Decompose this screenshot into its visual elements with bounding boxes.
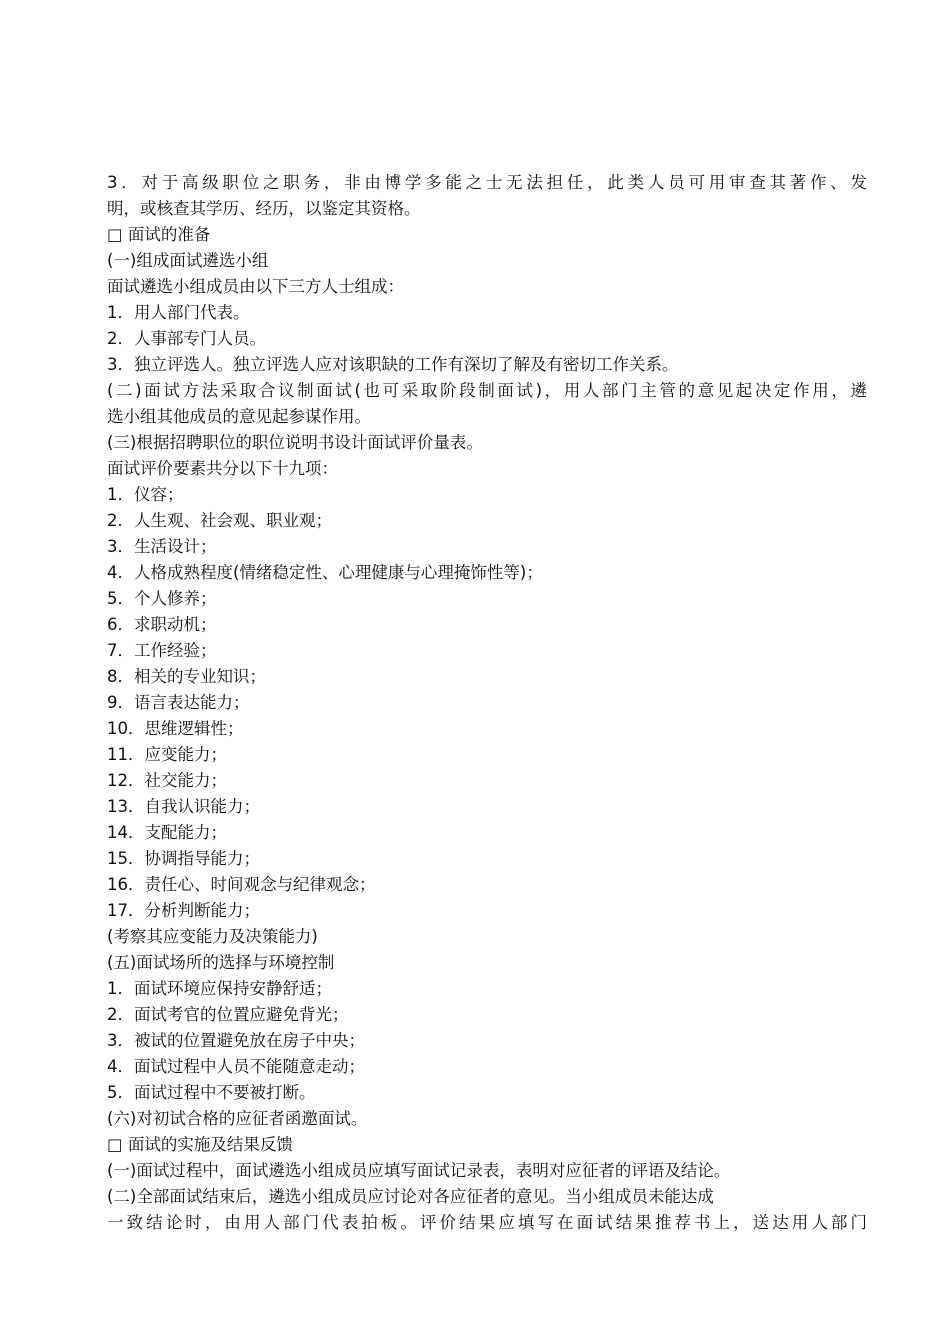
paragraph-line: 选小组其他成员的意见起参谋作用。 [107, 407, 371, 426]
list-item: 1．面试环境应保持安静舒适； [107, 979, 332, 998]
list-item: 13．自我认识能力； [107, 797, 260, 816]
paragraph-line: 面试遴选小组成员由以下三方人士组成： [107, 277, 404, 296]
paragraph-line: (二)面试方法采取合议制面试(也可采取阶段制面试)，用人部门主管的意见起决定作用，遴 [107, 381, 867, 400]
subsection-heading: (一)组成面试遴选小组 [107, 251, 269, 270]
list-item: 7．工作经验； [107, 641, 217, 660]
list-item: 16．责任心、时间观念与纪律观念； [107, 875, 376, 894]
list-item: 2．人生观、社会观、职业观； [107, 511, 332, 530]
subsection-heading: (六)对初试合格的应征者函邀面试。 [107, 1109, 368, 1128]
list-item: 2．人事部专门人员。 [107, 329, 266, 348]
paragraph-line: (二)全部面试结束后，遴选小组成员应讨论对各应征者的意见。当小组成员未能达成 [107, 1187, 714, 1206]
subsection-heading: (三)根据招聘职位的职位说明书设计面试评价量表。 [107, 433, 483, 452]
paragraph-line: (一)面试过程中，面试遴选小组成员应填写面试记录表，表明对应征者的评语及结论。 [107, 1161, 731, 1180]
list-item: 12．社交能力； [107, 771, 227, 790]
paragraph-line: (考察其应变能力及决策能力) [107, 927, 318, 946]
section-heading: □ 面试的准备 [107, 225, 211, 244]
list-item: 17．分析判断能力； [107, 901, 260, 920]
list-item: 3．被试的位置避免放在房子中央； [107, 1031, 365, 1050]
list-item: 14．支配能力； [107, 823, 227, 842]
list-item: 9．语言表达能力； [107, 693, 250, 712]
list-item: 11．应变能力； [107, 745, 227, 764]
list-item: 6．求职动机； [107, 615, 217, 634]
list-item: 5．面试过程中不要被打断。 [107, 1083, 316, 1102]
list-item: 15．协调指导能力； [107, 849, 260, 868]
paragraph-line: 3．对于高级职位之职务，非由博学多能之士无法担任，此类人员可用审查其著作、发 [107, 173, 867, 192]
paragraph-line: 一致结论时，由用人部门代表拍板。评价结果应填写在面试结果推荐书上，送达用人部门 [107, 1213, 867, 1232]
list-item: 4．面试过程中人员不能随意走动； [107, 1057, 365, 1076]
list-item: 5．个人修养； [107, 589, 217, 608]
document-body [107, 170, 867, 1236]
list-item: 10．思维逻辑性； [107, 719, 244, 738]
list-item: 3．生活设计； [107, 537, 217, 556]
list-item: 1．用人部门代表。 [107, 303, 250, 322]
paragraph-line: 明，或核查其学历、经历，以鉴定其资格。 [107, 199, 421, 218]
list-item: 1．仪容； [107, 485, 184, 504]
list-item: 4．人格成熟程度(情绪稳定性、心理健康与心理掩饰性等)； [107, 563, 543, 582]
list-item: 2．面试考官的位置应避免背光； [107, 1005, 349, 1024]
section-heading: □ 面试的实施及结果反馈 [107, 1135, 293, 1154]
paragraph-line: 面试评价要素共分以下十九项： [107, 459, 338, 478]
list-item: 3．独立评选人。独立评选人应对该职缺的工作有深切了解及有密切工作关系。 [107, 355, 679, 374]
list-item: 8．相关的专业知识； [107, 667, 266, 686]
subsection-heading: (五)面试场所的选择与环境控制 [107, 953, 335, 972]
